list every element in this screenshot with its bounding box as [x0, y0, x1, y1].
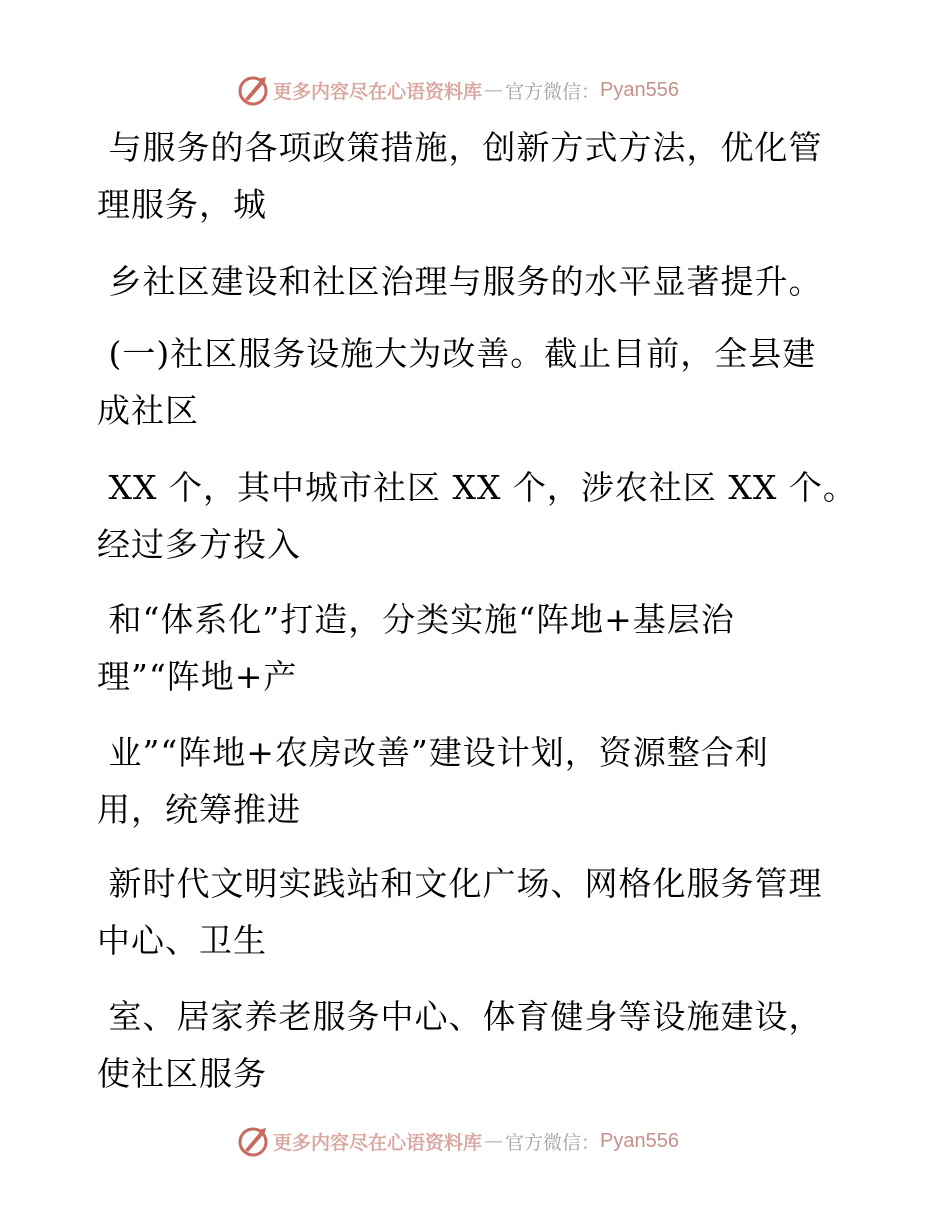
text-line: 用，统筹推进	[97, 790, 301, 829]
footer-watermark	[236, 1124, 679, 1158]
text-line: 理”“阵地+产	[97, 657, 298, 696]
text-line: XX 个，其中城市社区 XX 个，涉农社区 XX 个。	[97, 468, 857, 507]
text-line: 经过多方投入	[97, 525, 301, 564]
watermark-contact-label: 官方微信：	[505, 1131, 601, 1154]
watermark-contact-id: Pyan556	[600, 78, 679, 101]
text-line: 与服务的各项政策措施，创新方式方法，优化管	[97, 128, 823, 167]
text-line: 和“体系化”打造，分类实施“阵地+基层治	[97, 600, 735, 639]
header-watermark	[236, 73, 679, 107]
quill-logo-icon	[236, 1124, 270, 1158]
text-line: 新时代文明实践站和文化广场、网格化服务管理	[97, 864, 823, 903]
quill-logo-icon	[236, 73, 270, 107]
text-line: 业”“阵地+农房改善”建设计划，资源整合利	[97, 733, 769, 772]
text-line: 乡社区建设和社区治理与服务的水平显著提升。	[97, 262, 823, 301]
watermark-brand: 更多内容尽在心语资料库	[273, 80, 483, 103]
watermark-contact-id: Pyan556	[600, 1129, 679, 1152]
watermark-dash: —	[484, 79, 504, 101]
watermark-contact-label: 官方微信：	[505, 80, 601, 103]
text-line: (一)社区服务设施大为改善。截止目前，全县建	[97, 334, 817, 373]
text-line: 室、居家养老服务中心、体育健身等设施建设，	[97, 997, 823, 1036]
text-line: 使社区服务	[97, 1054, 267, 1093]
text-line: 理服务，城	[97, 185, 267, 224]
watermark-dash: —	[484, 1130, 504, 1152]
text-line: 中心、卫生	[97, 921, 267, 960]
watermark-brand: 更多内容尽在心语资料库	[273, 1131, 483, 1154]
text-line: 成社区	[97, 391, 199, 430]
